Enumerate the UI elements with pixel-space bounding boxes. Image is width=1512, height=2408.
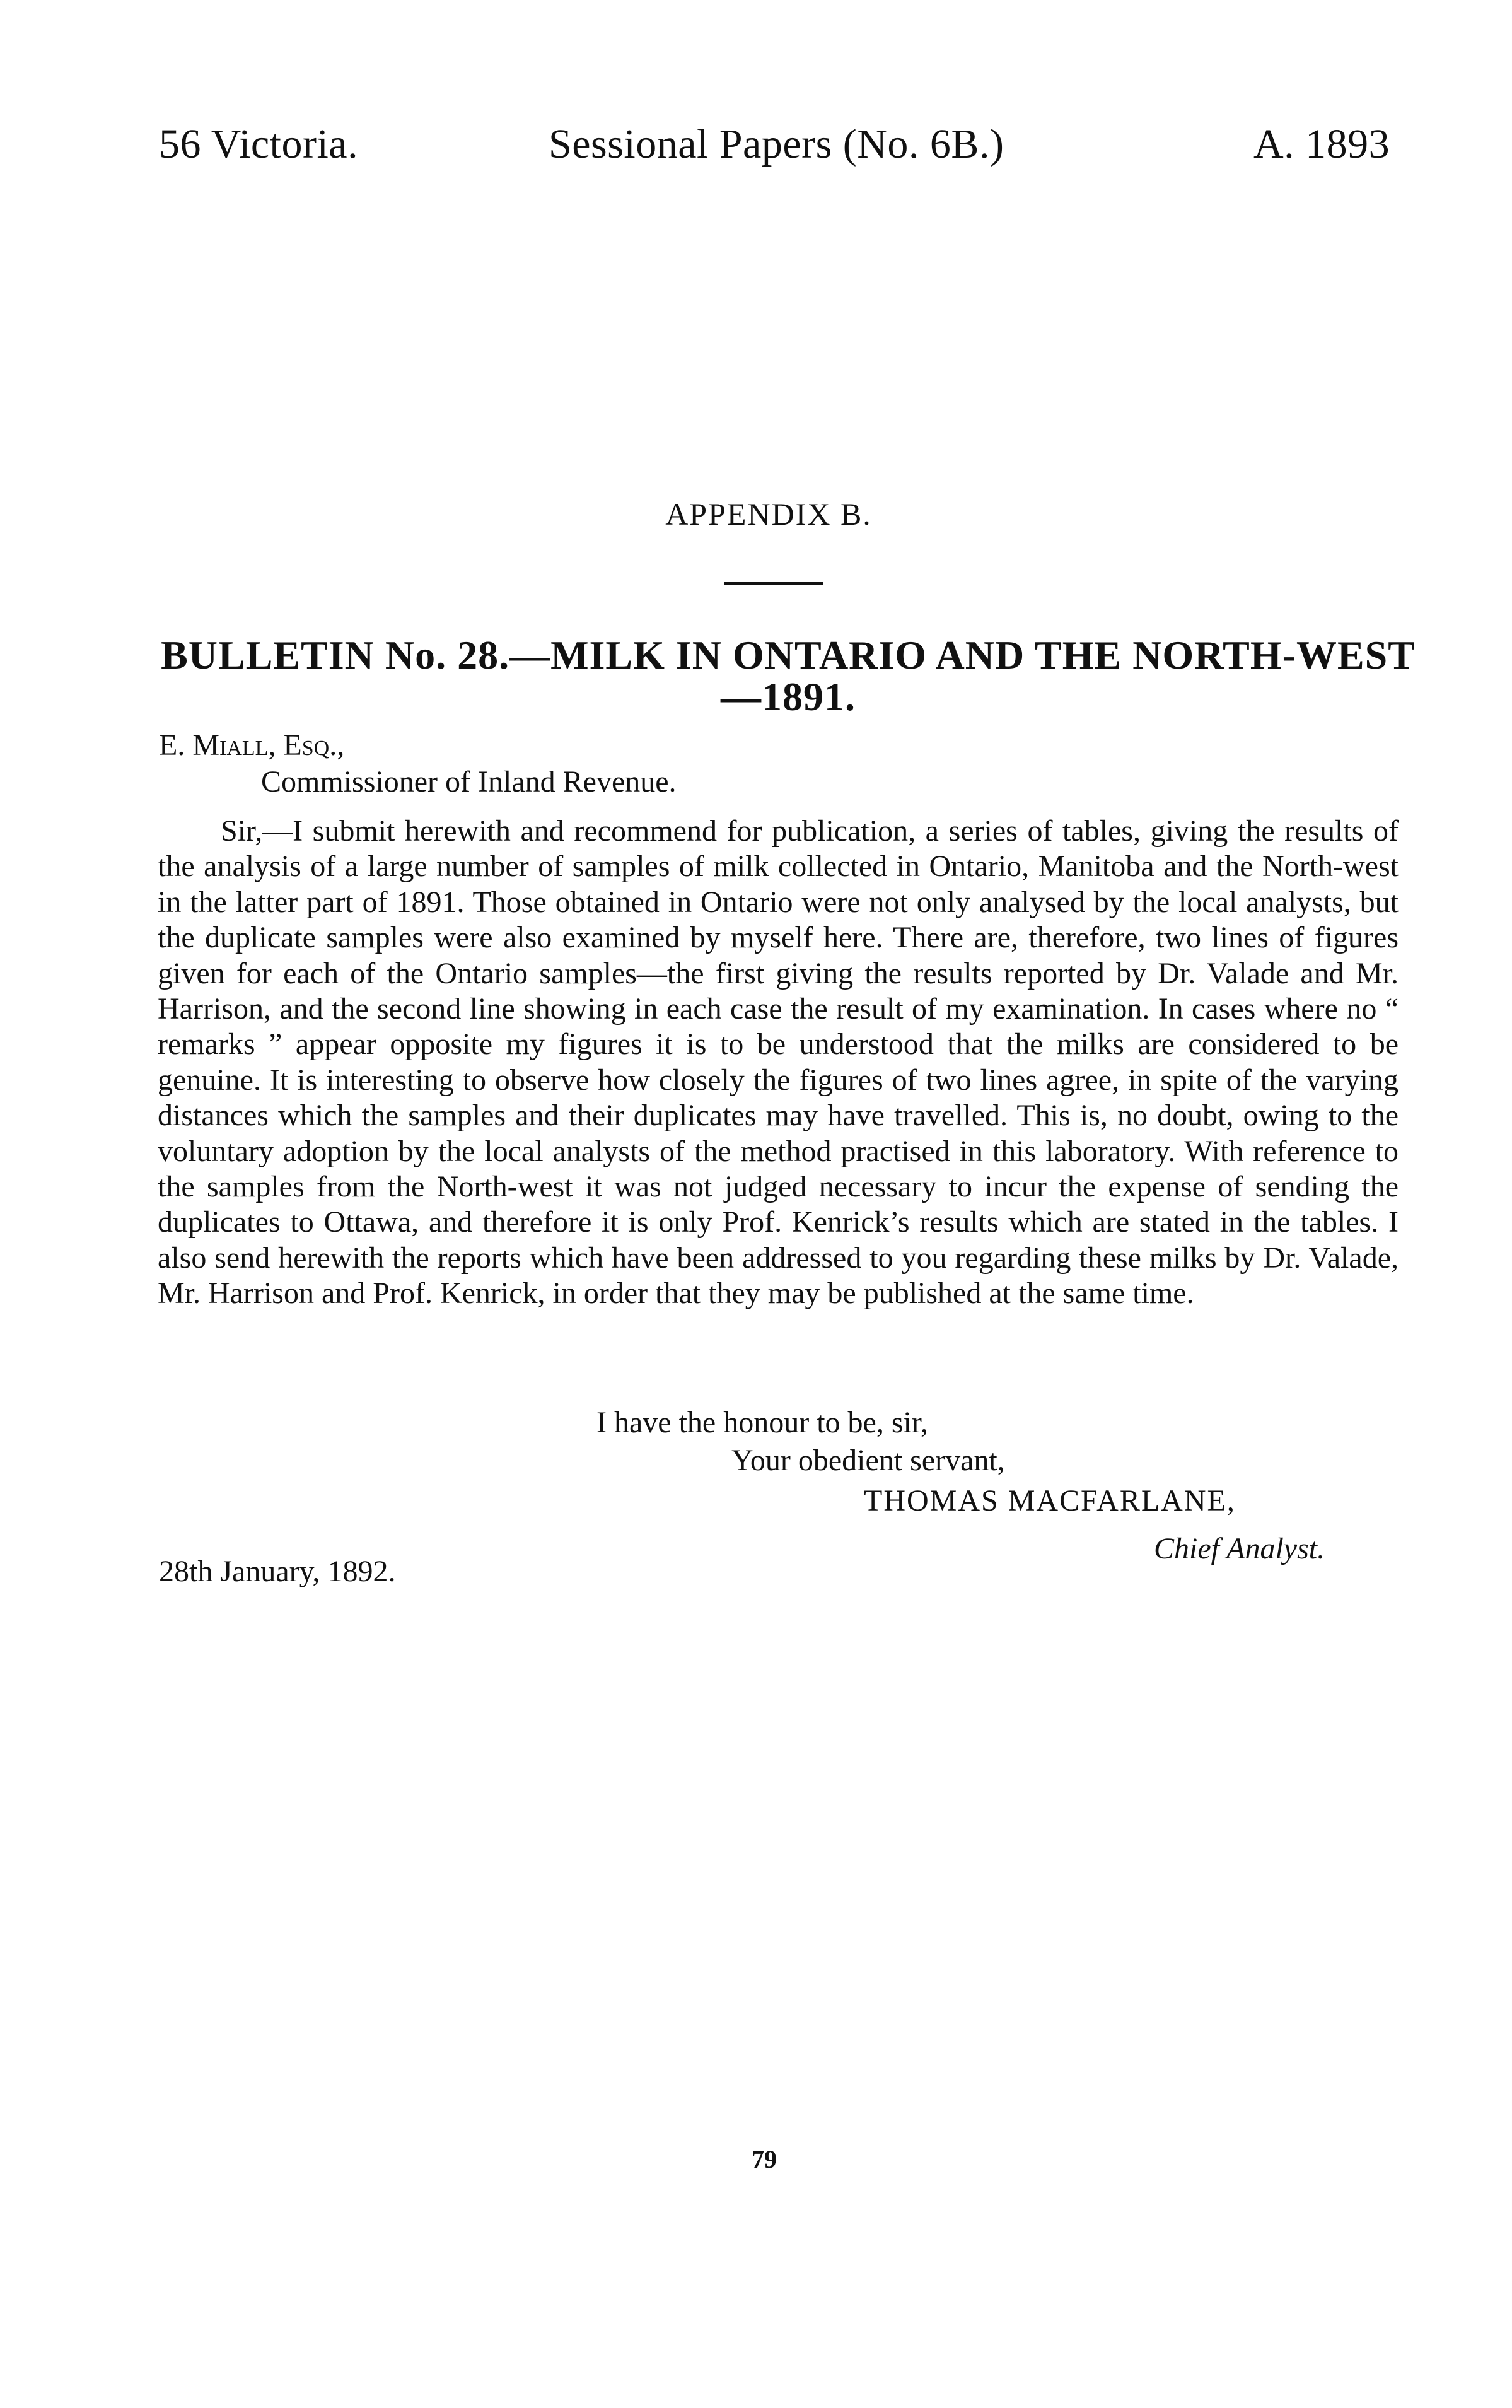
letter-body: Sir,—I submit herewith and recommend for publication, a series of tables, giving the results of the analysis of a large number of samples of milk collected in Ontario, Manitoba and the North-west in the latter part of 1891. Those obtained in Ontario were not only analysed by the local analysts, but the duplicate samples were also examined by myself here. There are, therefore, two lines of figures given for each of the Ontario samples—the first giving the results reported by Dr. Valade and Mr. Harrison, and the second line showing in each case the result of my examination. In cases where no “ remarks ” appear opposite my figures it is to be understood that the milks are considered to be genuine. It is interesting to observe how closely the figures of two lines agree, in spite of the varying distances which the samples and their duplicates may have travelled. This is, no doubt, owing to the voluntary adoption by the local analysts of the method practised in this laboratory. With reference to the samples from the North-west it was not judged necessary to incur the expense of sending the duplicates to Ottawa, and therefore it is only Prof. Kenrick’s results which are stated in the tables. I also send herewith the reports which have been addressed to you regarding these milks by Dr. Valade, Mr. Harrison and Prof. Kenrick, in order that they may be published at the same time. xyxy=(158,814,1399,1311)
addressee-name: E. Miall, Esq., xyxy=(159,728,345,762)
header-papers: Sessional Papers (No. 6B.) xyxy=(549,121,1004,167)
header-year: A. 1893 xyxy=(1253,121,1390,167)
closing-salutation: I have the honour to be, sir, xyxy=(596,1406,928,1439)
addressee-title: Commissioner of Inland Revenue. xyxy=(261,765,677,798)
signatory-name: THOMAS MACFARLANE, xyxy=(864,1484,1236,1517)
heading-rule xyxy=(724,582,823,585)
closing-servant: Your obedient servant, xyxy=(731,1444,1005,1477)
signatory-title: Chief Analyst. xyxy=(1154,1532,1325,1565)
header-session: 56 Victoria. xyxy=(159,121,359,167)
page-number: 79 xyxy=(752,2145,777,2173)
bulletin-title: BULLETIN No. 28.—MILK IN ONTARIO AND THE NORTH-WEST—1891. xyxy=(161,633,1416,719)
appendix-heading: APPENDIX B. xyxy=(665,496,872,532)
letter-date: 28th January, 1892. xyxy=(159,1555,396,1588)
